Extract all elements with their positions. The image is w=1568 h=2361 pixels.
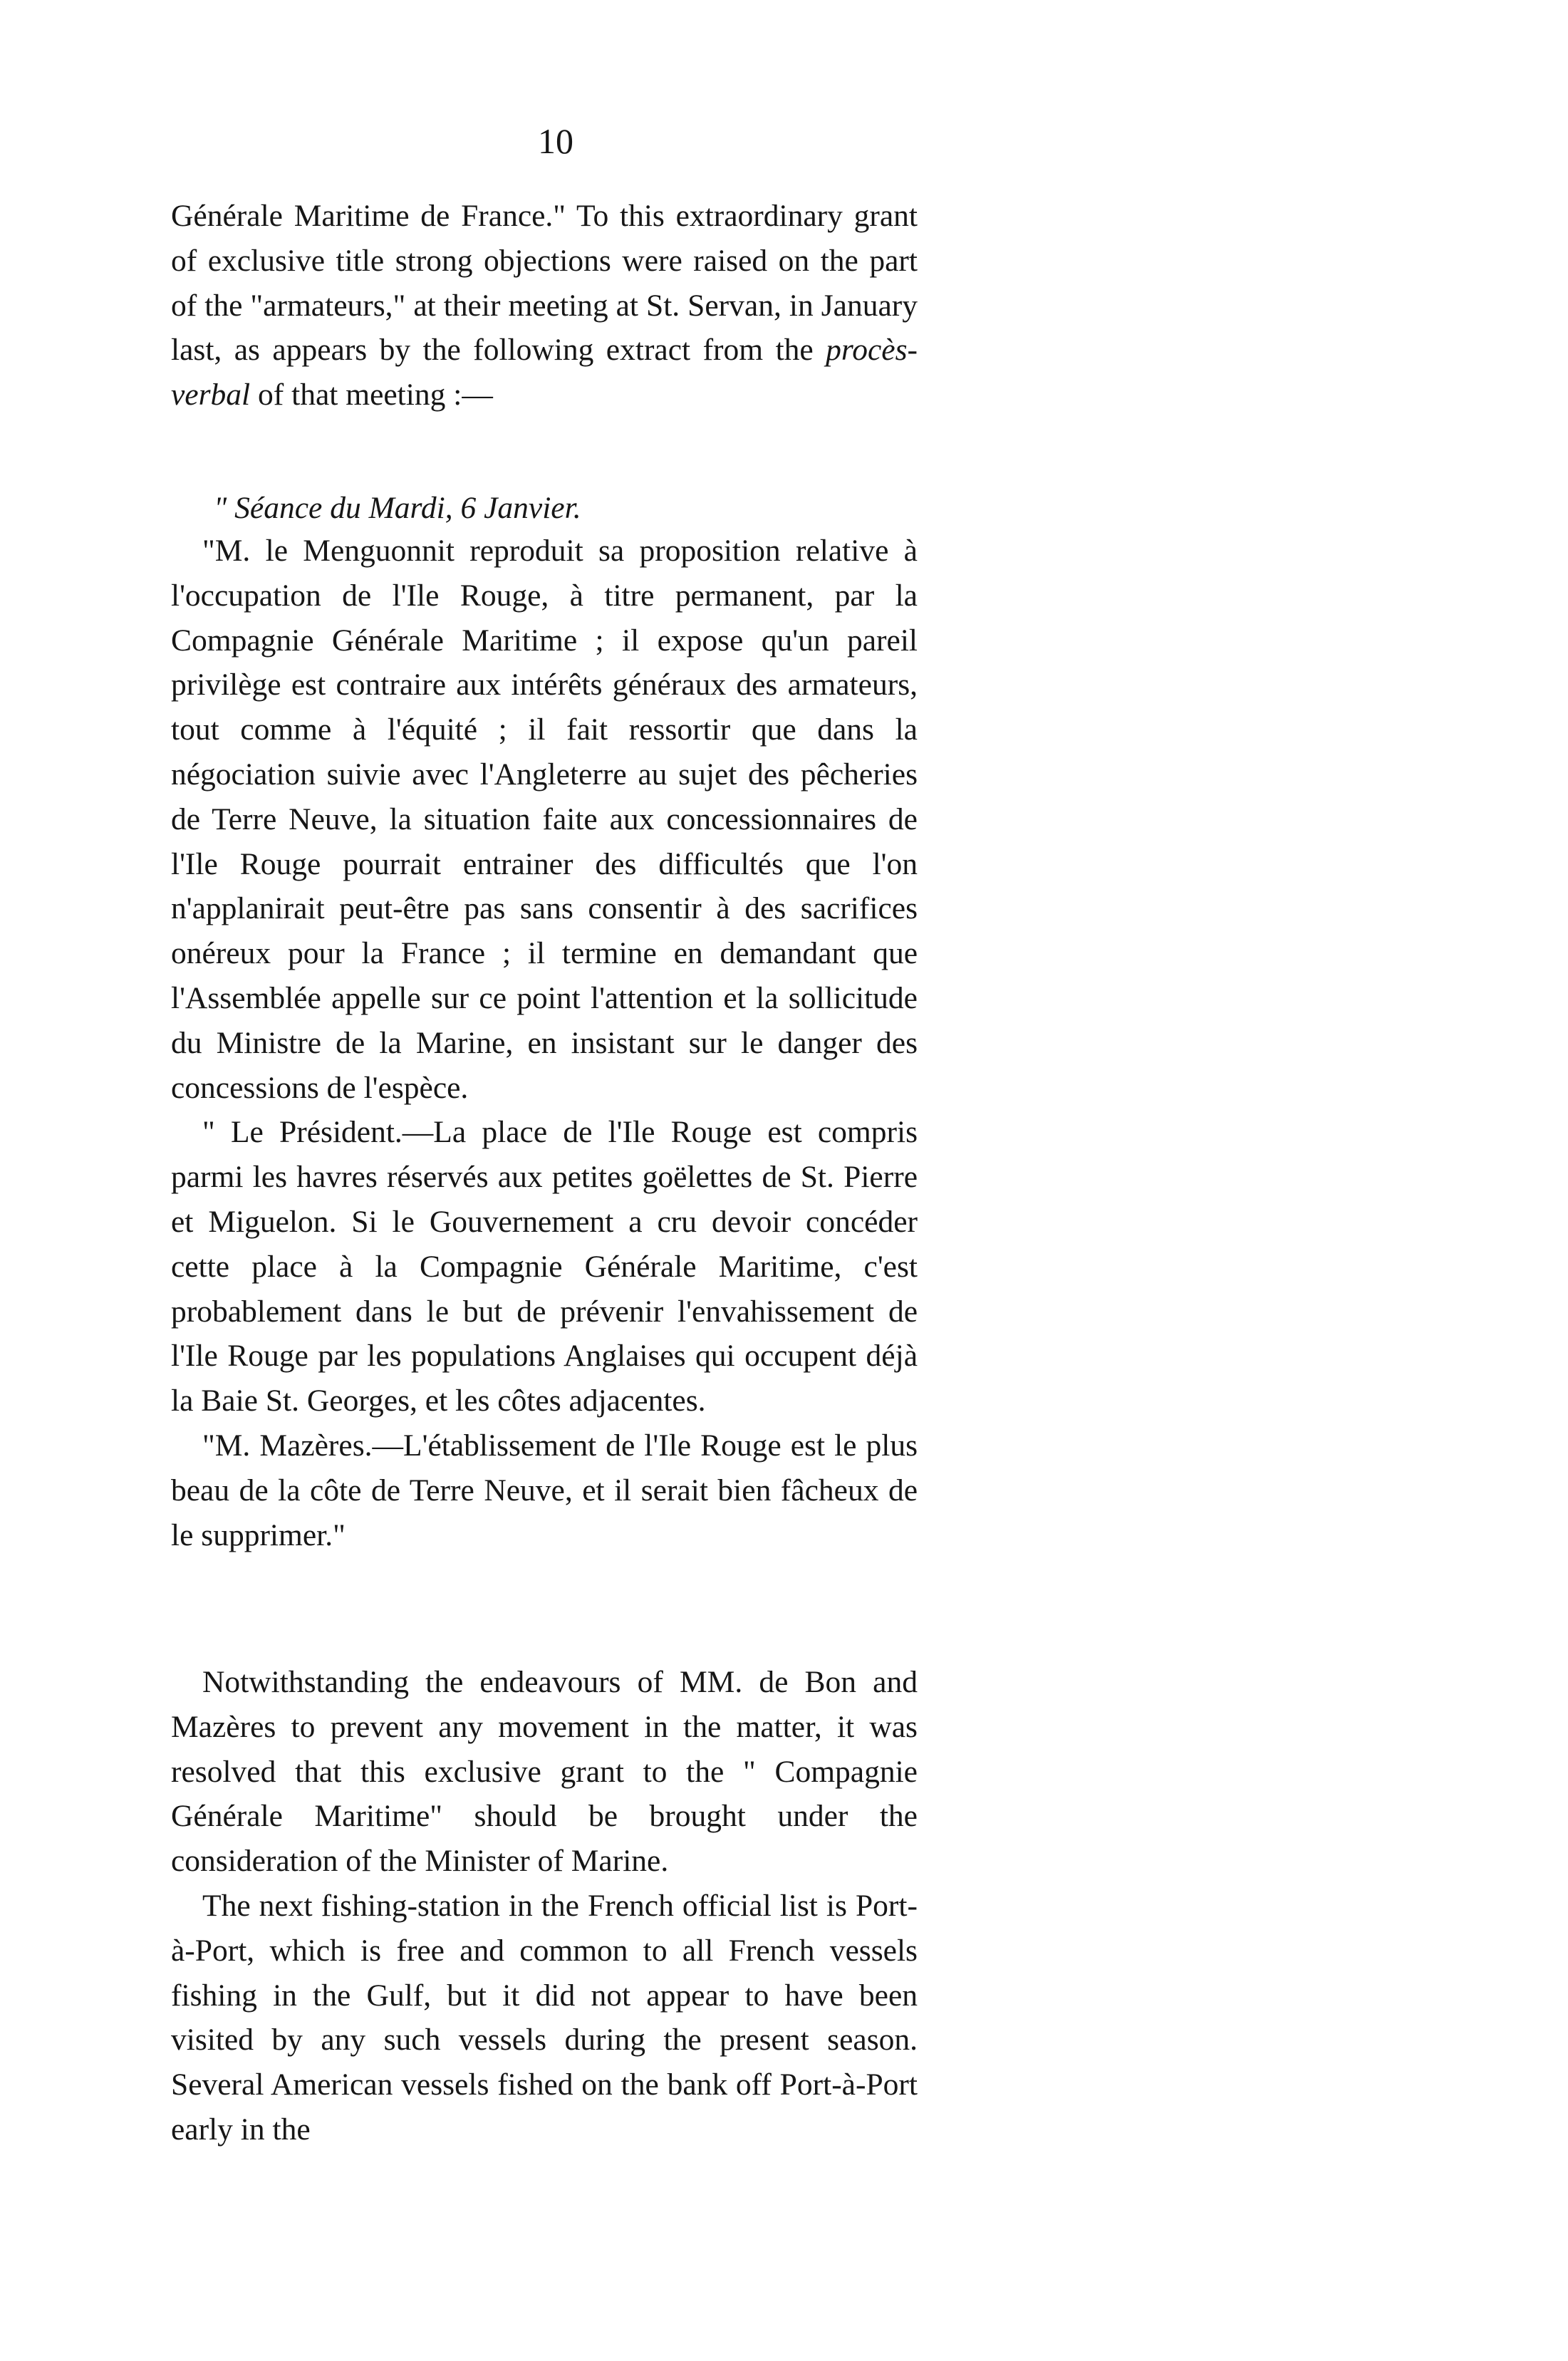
opening-paragraph-block xyxy=(171,194,918,417)
quote-president: " Le Président.—La place de l'Ile Rouge est compris parmi les havres réservés aux petites goëlettes de St. Pierre et Miguelon. Si le Gouvernement a cru devoir concéder cette place à la Compagnie Générale Maritime, c'est probablement dans le but de prévenir l'envahissement de l'Ile Rouge par les populations Anglaises qui occupent déjà la Baie St. Georges, et les côtes adjacentes. xyxy=(171,1115,918,1418)
opening-paragraph xyxy=(171,194,918,417)
italic-term-proces-verbal: procès-verbal xyxy=(171,333,918,412)
french-quotation-block xyxy=(171,529,918,1557)
quote-menguonnit: "M. le Menguonnit reproduit sa proposition relative à l'occupation de l'Ile Rouge, à titre permanent, par la Compagnie Générale Maritime ; il expose qu'un pareil privilège est contraire aux intérêts généraux des armateurs, tout comme à l'équité ; il fait ressortir que dans la négociation suivie avec l'Angleterre au sujet des pêcheries de Terre Neuve, la situation faite aux concessionnaires de l'Ile Rouge pourrait entrainer des difficultés que l'on n'applanirait peut-être pas sans consentir à des sacrifices onéreux pour la France ; il termine en demandant que l'Assemblée appelle sur ce point l'attention et la sollicitude du Ministre de la Marine, en insistant sur le danger des concessions de l'espèce. xyxy=(171,534,918,1105)
seance-heading-block xyxy=(171,486,918,531)
paragraph-next-fishing-station: The next fishing-station in the French official list is Port-à-Port, which is free and common to all French vessels fishing in the Gulf, but it did not appear to have been visited by any such vessels during the present season. Several American vessels fished on the bank off Port-à-Port early in the xyxy=(171,1888,918,2147)
page-number: 10 xyxy=(538,121,573,161)
opening-paragraph-tail: of that meeting :— xyxy=(250,378,493,412)
quote-mazeres: "M. Mazères.—L'établissement de l'Ile Rouge est le plus beau de la côte de Terre Neuve, et il serait bien fâcheux de le supprimer." xyxy=(171,1428,918,1552)
opening-paragraph-text: Générale Maritime de France." To this extraordinary grant of exclusive title strong objections were raised on the part of the "armateurs," at their meeting at St. Servan, in January last, as appears by the following extract from the xyxy=(171,199,918,368)
closing-paragraphs-block xyxy=(171,1660,918,2152)
seance-heading: " Séance du Mardi, 6 Janvier. xyxy=(214,491,581,525)
paragraph-notwithstanding: Notwithstanding the endeavours of MM. de Bon and Mazères to prevent any movement in the matter, it was resolved that this exclusive grant to the " Compagnie Générale Maritime" should be brought under the consideration of the Minister of Marine. xyxy=(171,1665,918,1879)
